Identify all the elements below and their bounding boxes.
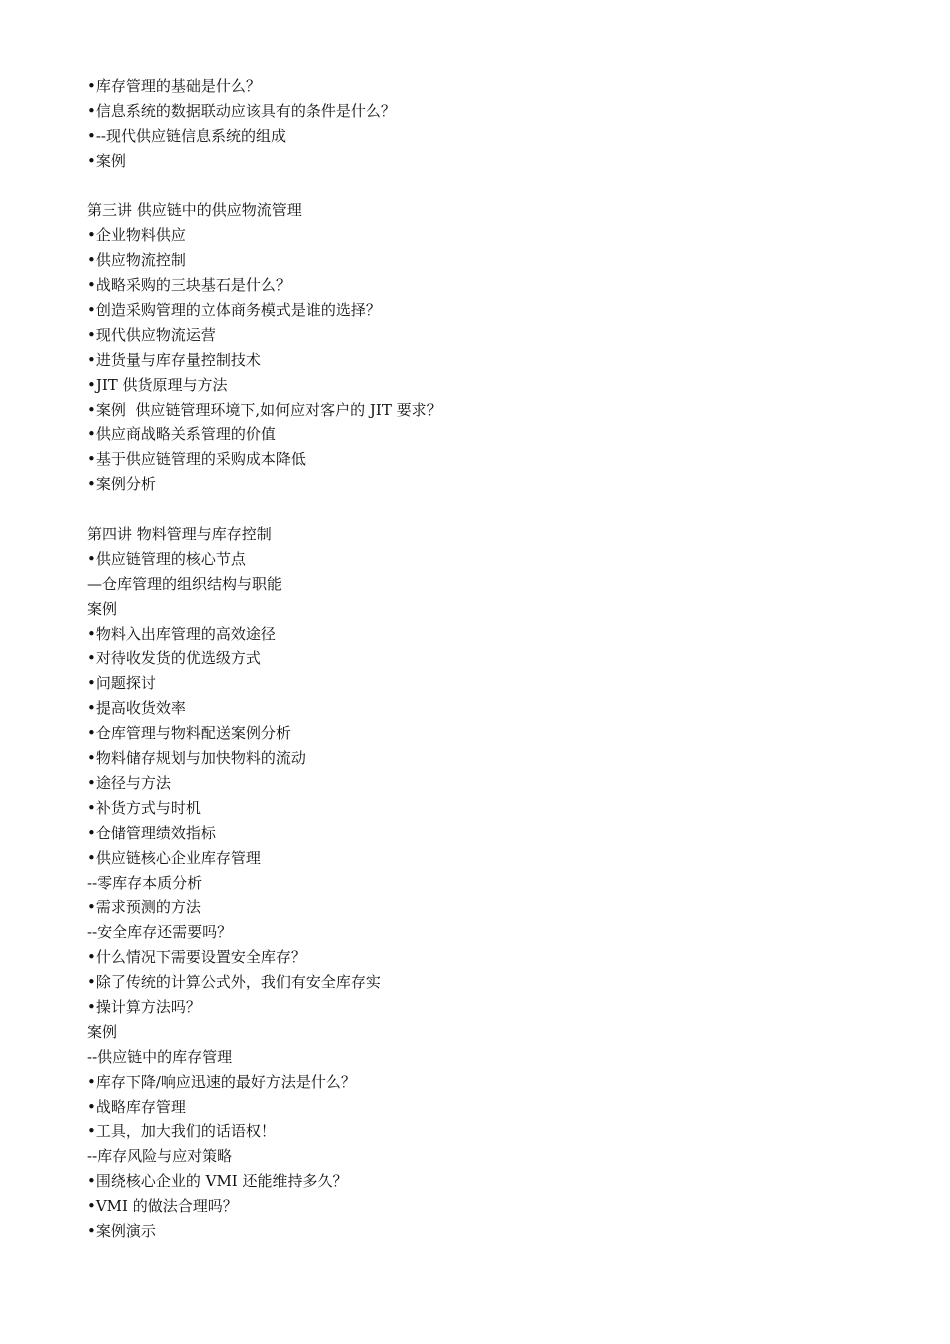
text-line: •VMI 的做法合理吗？ — [87, 1197, 238, 1216]
text-line: --零库存本质分析 — [87, 873, 203, 892]
text-line: •供应链核心企业库存管理 — [87, 848, 261, 867]
text-line: •围绕核心企业的 VMI 还能维持多久？ — [87, 1172, 348, 1191]
text-line: •库存管理的基础是什么？ — [87, 77, 261, 95]
text-line: --供应链中的库存管理 — [87, 1047, 233, 1066]
text-line: •供应物流控制 — [87, 251, 186, 270]
document-body — [87, 74, 887, 1244]
text-line: •进货量与库存量控制技术 — [87, 350, 261, 369]
text-line: •物料储存规划与加快物料的流动 — [87, 749, 306, 768]
text-line: •战略采购的三块基石是什么？ — [87, 276, 291, 295]
text-line: •企业物料供应 — [87, 226, 186, 245]
text-line: •供应链管理的核心节点 — [87, 549, 246, 568]
text-line: •基于供应链管理的采购成本降低 — [87, 450, 306, 469]
text-line: 案例 — [87, 1022, 118, 1041]
text-line: •现代供应物流运营 — [87, 325, 216, 344]
text-line: •途径与方法 — [87, 773, 171, 792]
text-line: •创造采购管理的立体商务模式是谁的选择？ — [87, 301, 381, 320]
text-line: —仓库管理的组织结构与职能 — [87, 574, 283, 593]
text-line: •对待收发货的优选级方式 — [87, 649, 261, 668]
text-line: •补货方式与时机 — [87, 798, 201, 817]
text-line: •仓储管理绩效指标 — [87, 823, 216, 842]
text-line: •仓库管理与物料配送案例分析 — [87, 724, 291, 743]
text-line: 案例 — [87, 599, 118, 618]
text-line: --安全库存还需要吗？ — [87, 923, 233, 942]
text-line: •需求预测的方法 — [87, 898, 201, 917]
section-heading: 第三讲 供应链中的供应物流管理 — [87, 201, 302, 220]
text-line: •库存下降/响应迅速的最好方法是什么？ — [87, 1072, 356, 1091]
text-line: •供应商战略关系管理的价值 — [87, 425, 276, 444]
text-line: •除了传统的计算公式外，我们有安全库存实 — [87, 973, 381, 992]
text-line: •工具，加大我们的话语权！ — [87, 1122, 276, 1141]
text-line: •提高收货效率 — [87, 699, 186, 718]
text-line: •什么情况下需要设置安全库存？ — [87, 948, 306, 967]
blank-line — [87, 497, 887, 522]
text-line: •案例演示 — [87, 1221, 156, 1240]
text-line: •问题探讨 — [87, 674, 156, 693]
text-line: •操计算方法吗？ — [87, 997, 201, 1016]
text-line: •JIT 供货原理与方法 — [87, 375, 228, 394]
text-line: •战略库存管理 — [87, 1097, 186, 1116]
text-line: •--现代供应链信息系统的组成 — [87, 126, 286, 145]
text-line: •案例 供应链管理环境下,如何应对客户的 JIT 要求？ — [87, 400, 442, 419]
text-line: •案例分析 — [87, 475, 156, 494]
text-line: •物料入出库管理的高效途径 — [87, 624, 276, 643]
text-line: •案例 — [87, 151, 126, 170]
blank-line — [87, 174, 887, 199]
text-line: •信息系统的数据联动应该具有的条件是什么？ — [87, 101, 396, 120]
text-line: --库存风险与应对策略 — [87, 1147, 233, 1166]
section-heading: 第四讲 物料管理与库存控制 — [87, 525, 272, 544]
